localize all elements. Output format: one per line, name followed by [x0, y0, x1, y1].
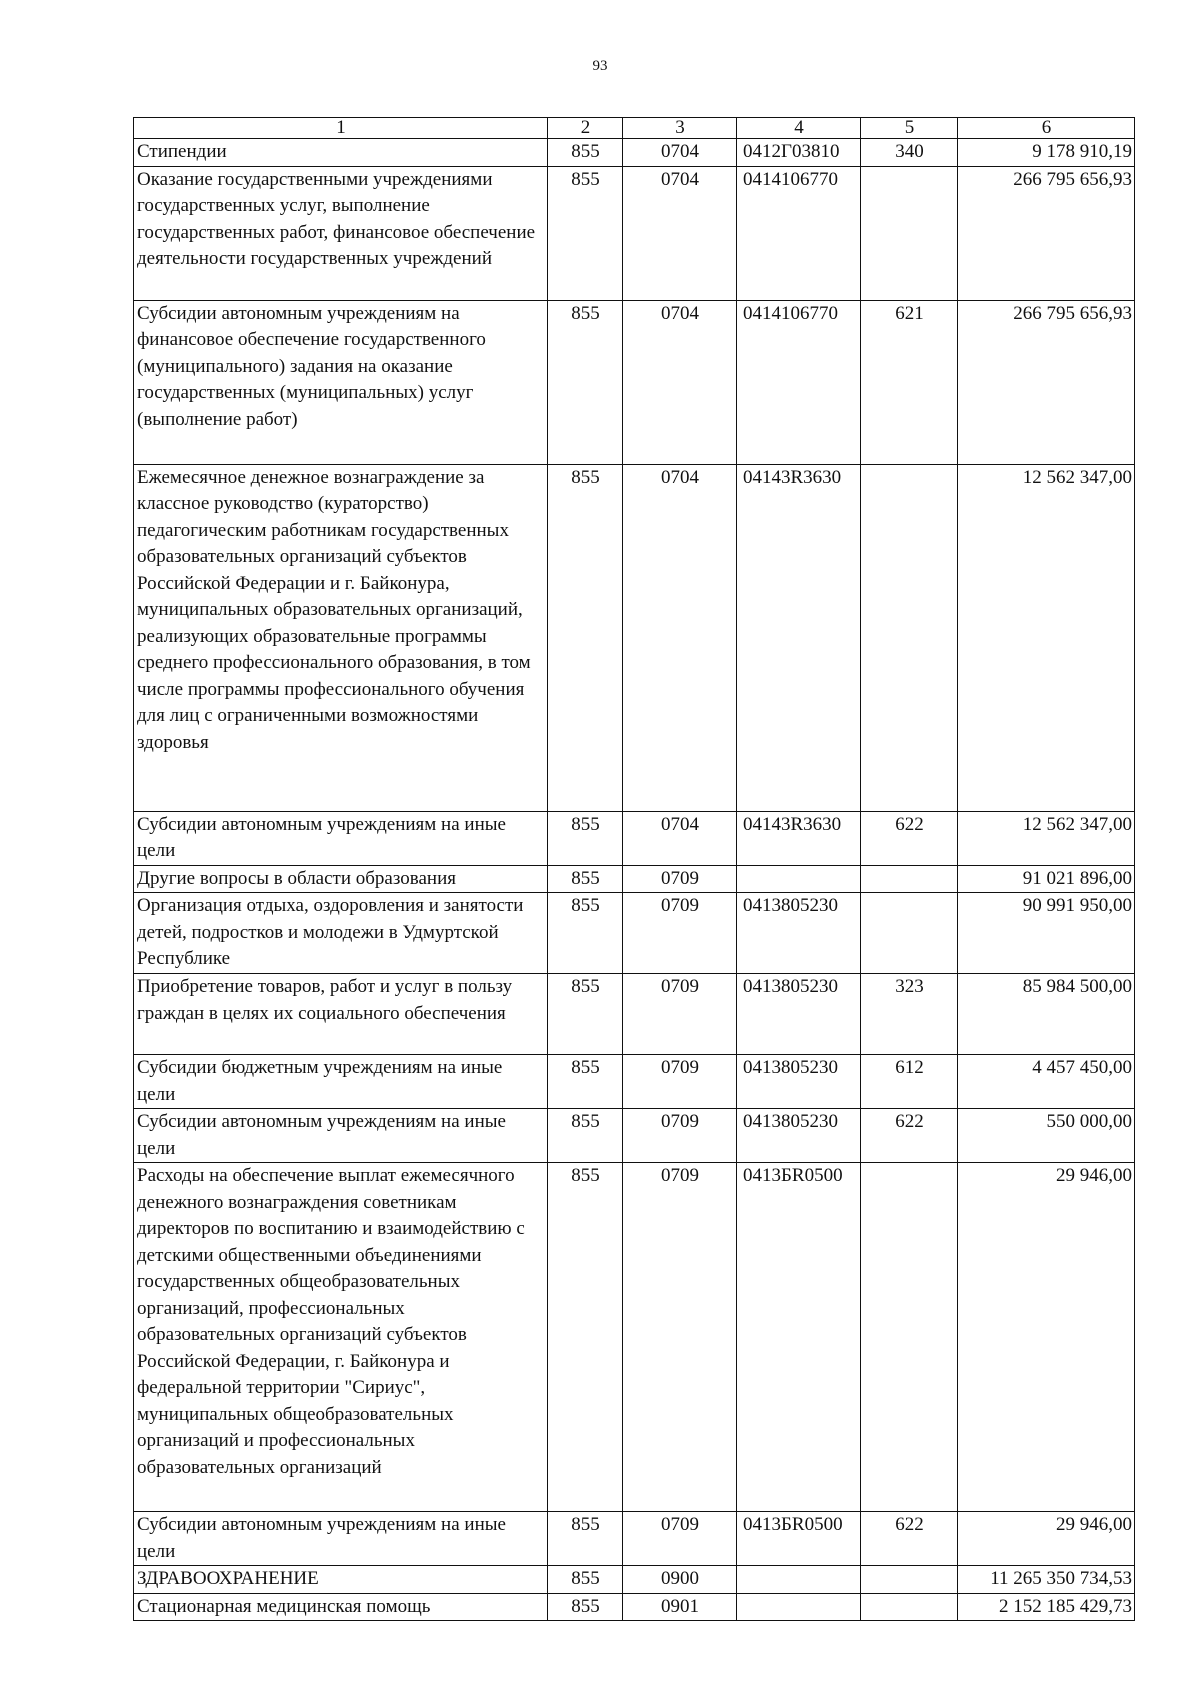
column-header-6: 6 — [958, 118, 1135, 139]
row-section-code: 0709 — [623, 1163, 737, 1512]
row-description: Другие вопросы в области образования — [134, 865, 548, 893]
row-amount: 266 795 656,93 — [958, 300, 1135, 464]
row-expense-type: 612 — [861, 1055, 958, 1109]
row-target-article: 0413805230 — [737, 974, 861, 1055]
row-amount: 11 265 350 734,53 — [958, 1566, 1135, 1594]
row-ministry-code: 855 — [548, 139, 623, 167]
row-target-article: 0412Г03810 — [737, 139, 861, 167]
row-ministry-code: 855 — [548, 1566, 623, 1594]
table-row — [134, 139, 1135, 167]
row-expense-type: 622 — [861, 1512, 958, 1566]
row-target-article — [737, 1593, 861, 1621]
row-ministry-code: 855 — [548, 1512, 623, 1566]
row-description: ЗДРАВООХРАНЕНИЕ — [134, 1566, 548, 1594]
table-row — [134, 1566, 1135, 1594]
row-expense-type — [861, 464, 958, 811]
row-target-article: 04143R3630 — [737, 811, 861, 865]
row-expense-type — [861, 865, 958, 893]
row-description: Организация отдыха, оздоровления и занятости детей, подростков и молодежи в Удмуртской Республике — [134, 893, 548, 974]
row-description: Оказание государственными учреждениями государственных услуг, выполнение государственных работ, финансовое обеспечение деятельности государственных учреждений — [134, 166, 548, 300]
column-header-5: 5 — [861, 118, 958, 139]
row-target-article: 0413БR0500 — [737, 1512, 861, 1566]
row-ministry-code: 855 — [548, 166, 623, 300]
row-ministry-code: 855 — [548, 974, 623, 1055]
row-ministry-code: 855 — [548, 893, 623, 974]
row-amount: 12 562 347,00 — [958, 464, 1135, 811]
row-amount: 12 562 347,00 — [958, 811, 1135, 865]
row-ministry-code: 855 — [548, 1593, 623, 1621]
row-ministry-code: 855 — [548, 1055, 623, 1109]
column-header-3: 3 — [623, 118, 737, 139]
row-target-article: 0413805230 — [737, 893, 861, 974]
row-ministry-code: 855 — [548, 1163, 623, 1512]
row-ministry-code: 855 — [548, 865, 623, 893]
row-section-code: 0704 — [623, 166, 737, 300]
table-row — [134, 464, 1135, 811]
row-expense-type — [861, 1163, 958, 1512]
page-number: 93 — [592, 58, 608, 74]
row-expense-type — [861, 1566, 958, 1594]
table-row — [134, 1512, 1135, 1566]
table-row — [134, 974, 1135, 1055]
row-expense-type — [861, 1593, 958, 1621]
row-amount: 2 152 185 429,73 — [958, 1593, 1135, 1621]
row-expense-type: 323 — [861, 974, 958, 1055]
column-header-1: 1 — [134, 118, 548, 139]
row-description: Субсидии бюджетным учреждениям на иные цели — [134, 1055, 548, 1109]
row-target-article: 0414106770 — [737, 300, 861, 464]
row-amount: 4 457 450,00 — [958, 1055, 1135, 1109]
row-expense-type: 622 — [861, 1109, 958, 1163]
row-section-code: 0704 — [623, 139, 737, 167]
row-target-article — [737, 1566, 861, 1594]
table-row — [134, 893, 1135, 974]
row-expense-type: 622 — [861, 811, 958, 865]
row-ministry-code: 855 — [548, 811, 623, 865]
row-target-article — [737, 865, 861, 893]
row-description: Приобретение товаров, работ и услуг в пользу граждан в целях их социального обеспечения — [134, 974, 548, 1055]
row-target-article: 0413БR0500 — [737, 1163, 861, 1512]
row-description: Субсидии автономным учреждениям на иные цели — [134, 1512, 548, 1566]
row-section-code: 0709 — [623, 1109, 737, 1163]
row-section-code: 0709 — [623, 893, 737, 974]
row-target-article: 0413805230 — [737, 1055, 861, 1109]
row-description: Субсидии автономным учреждениям на финансовое обеспечение государственного (муниципального) задания на оказание государственных (муниципальных) услуг (выполнение работ) — [134, 300, 548, 464]
row-target-article: 04143R3630 — [737, 464, 861, 811]
row-section-code: 0704 — [623, 300, 737, 464]
table-row — [134, 166, 1135, 300]
row-expense-type: 340 — [861, 139, 958, 167]
row-description: Расходы на обеспечение выплат ежемесячного денежного вознаграждения советникам директоров по воспитанию и взаимодействию с детскими общественными объединениями государственных общеобразовательных организаций, профессиональных образовательных организаций субъектов Российской Федерации, г. Байконура и федеральной территории "Сириус", муниципальных общеобразовательных организаций и профессиональных образовательных организаций — [134, 1163, 548, 1512]
row-description: Стипендии — [134, 139, 548, 167]
row-amount: 266 795 656,93 — [958, 166, 1135, 300]
row-expense-type — [861, 166, 958, 300]
row-section-code: 0900 — [623, 1566, 737, 1594]
column-header-4: 4 — [737, 118, 861, 139]
row-description: Ежемесячное денежное вознаграждение за классное руководство (кураторство) педагогическим работникам государственных образовательных организаций субъектов Российской Федерации и г. Байконура, муниципальных образовательных организаций, реализующих образовательные программы среднего профессионального образования, в том числе программы профессионального обучения для лиц с ограниченными возможностями здоровья — [134, 464, 548, 811]
table-row — [134, 1055, 1135, 1109]
budget-table — [133, 117, 1135, 1621]
column-header-2: 2 — [548, 118, 623, 139]
row-amount: 550 000,00 — [958, 1109, 1135, 1163]
table-row — [134, 811, 1135, 865]
row-ministry-code: 855 — [548, 464, 623, 811]
row-section-code: 0709 — [623, 1055, 737, 1109]
table-body — [134, 139, 1135, 1621]
row-section-code: 0709 — [623, 865, 737, 893]
row-section-code: 0709 — [623, 1512, 737, 1566]
row-description: Субсидии автономным учреждениям на иные цели — [134, 811, 548, 865]
row-amount: 9 178 910,19 — [958, 139, 1135, 167]
table-row — [134, 1109, 1135, 1163]
row-expense-type — [861, 893, 958, 974]
table-row — [134, 1163, 1135, 1512]
row-description: Стационарная медицинская помощь — [134, 1593, 548, 1621]
table-row — [134, 300, 1135, 464]
row-section-code: 0704 — [623, 464, 737, 811]
row-ministry-code: 855 — [548, 1109, 623, 1163]
row-ministry-code: 855 — [548, 300, 623, 464]
row-amount: 29 946,00 — [958, 1512, 1135, 1566]
row-amount: 91 021 896,00 — [958, 865, 1135, 893]
row-description: Субсидии автономным учреждениям на иные цели — [134, 1109, 548, 1163]
row-amount: 29 946,00 — [958, 1163, 1135, 1512]
table-row — [134, 1593, 1135, 1621]
row-section-code: 0704 — [623, 811, 737, 865]
table-row — [134, 865, 1135, 893]
column-number-row — [134, 118, 1135, 139]
row-expense-type: 621 — [861, 300, 958, 464]
row-target-article: 0413805230 — [737, 1109, 861, 1163]
row-amount: 85 984 500,00 — [958, 974, 1135, 1055]
row-section-code: 0901 — [623, 1593, 737, 1621]
row-section-code: 0709 — [623, 974, 737, 1055]
row-amount: 90 991 950,00 — [958, 893, 1135, 974]
row-target-article: 0414106770 — [737, 166, 861, 300]
